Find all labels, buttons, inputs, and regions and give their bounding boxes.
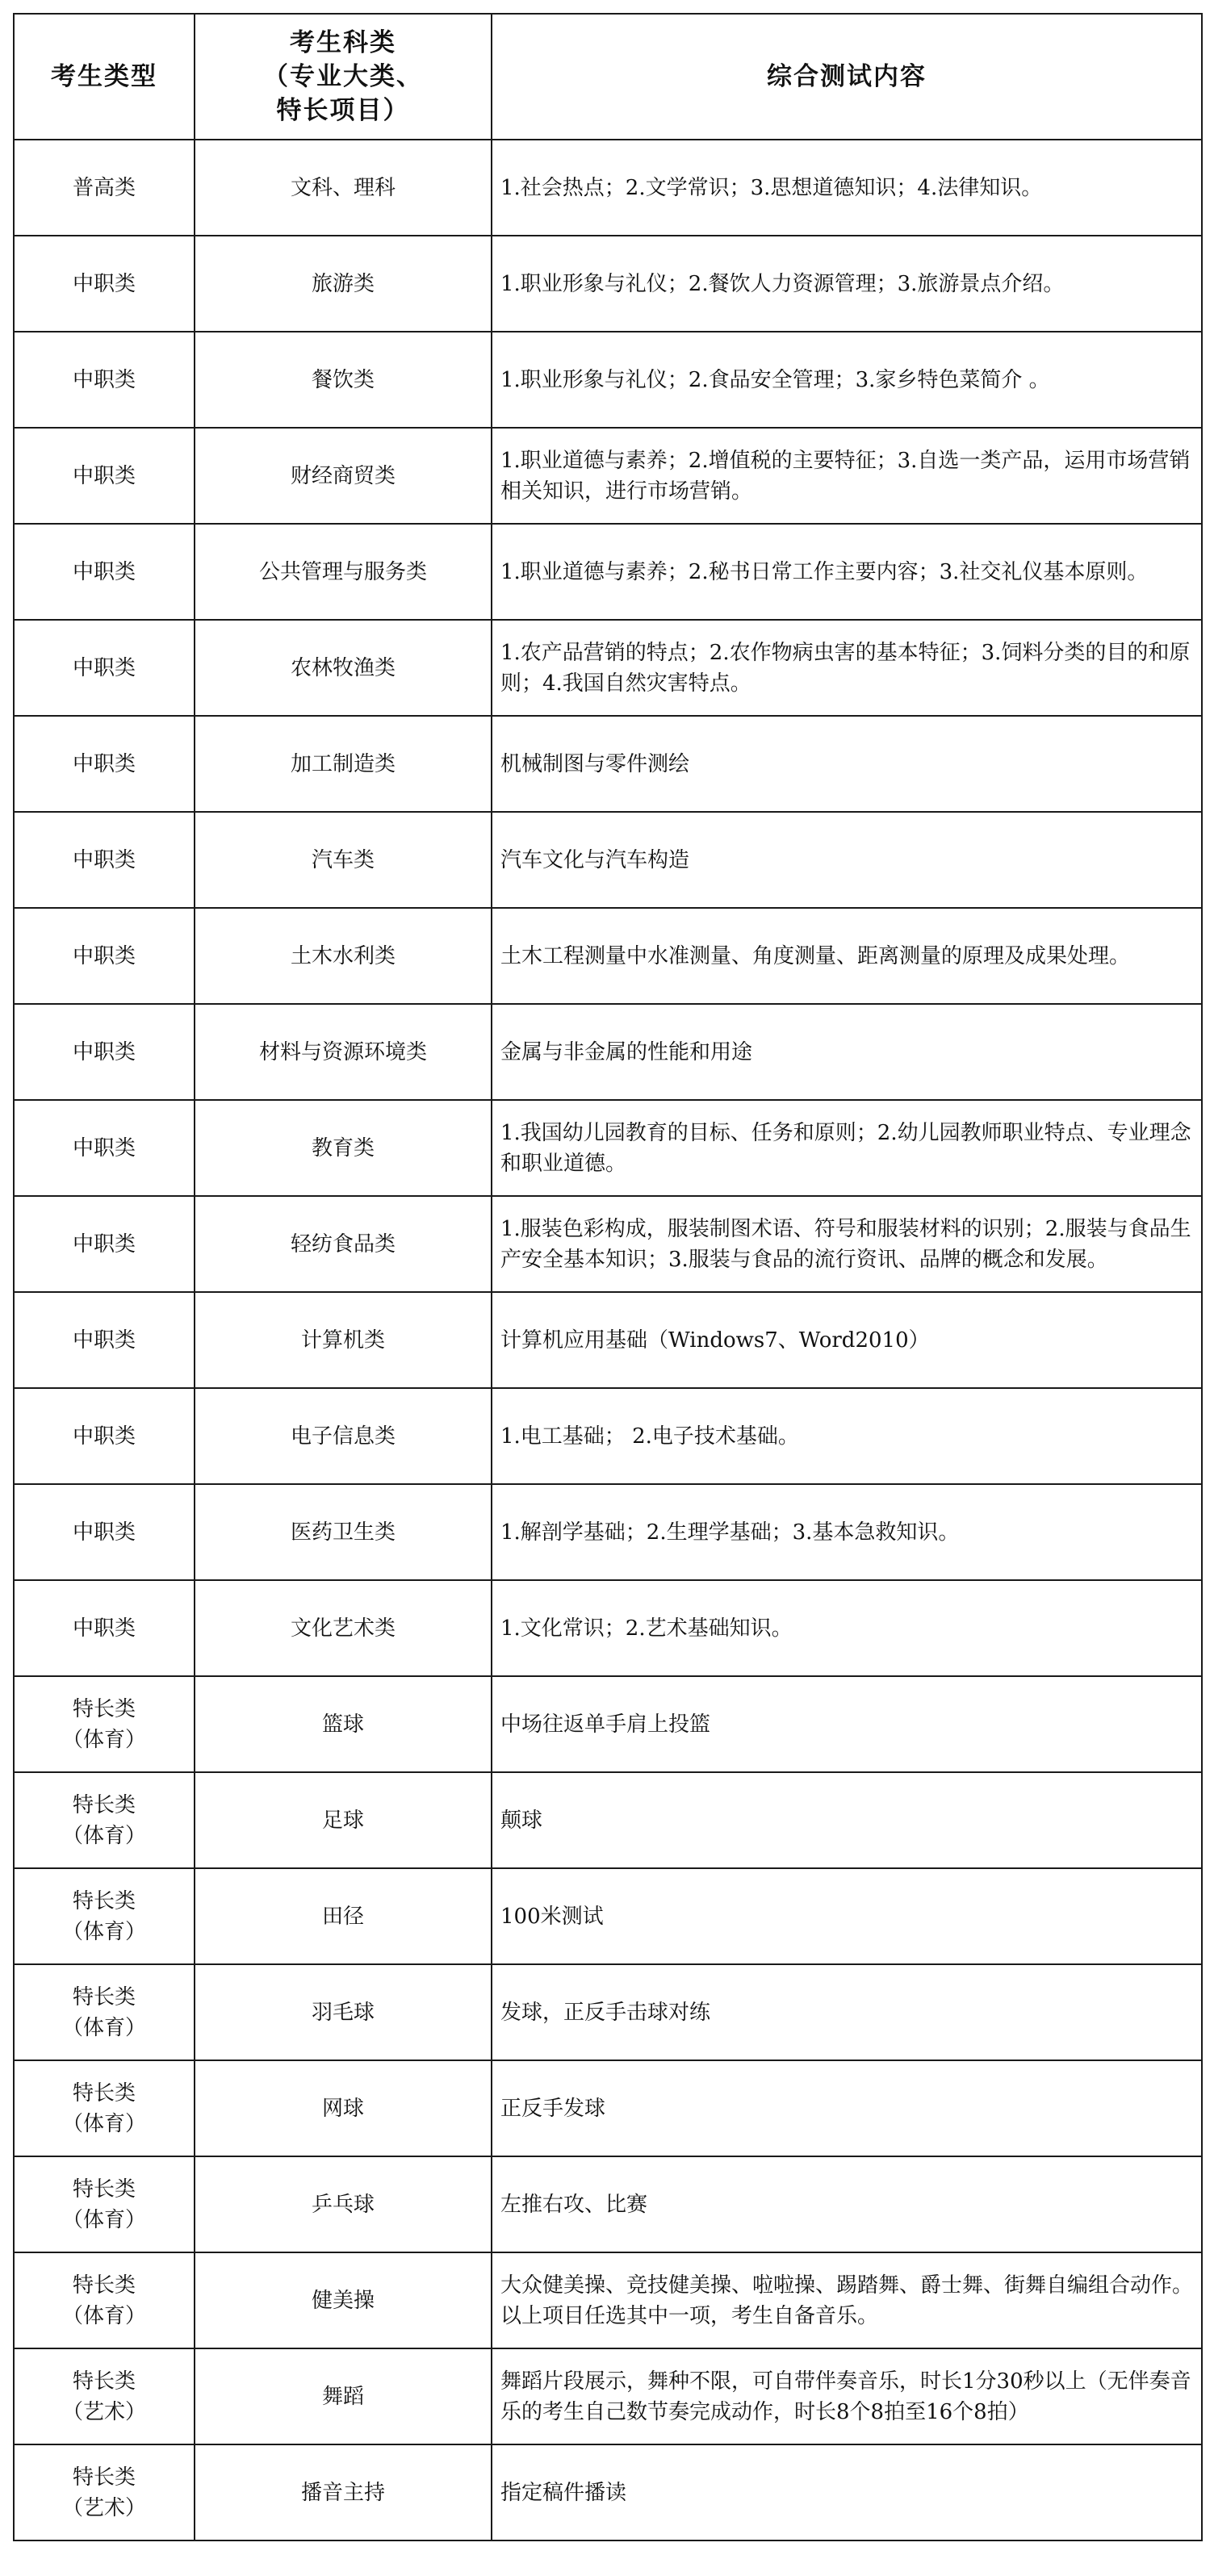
cell-test-content: 大众健美操、竞技健美操、啦啦操、踢踏舞、爵士舞、街舞自编组合动作。以上项目任选其中一项，考生自备音乐。 <box>492 2252 1202 2348</box>
cell-student-type: 中职类 <box>14 236 195 332</box>
table-row <box>14 1004 1202 1100</box>
cell-student-type <box>14 2156 195 2252</box>
cell-student-type: 中职类 <box>14 1292 195 1388</box>
cell-student-type <box>14 2060 195 2156</box>
cell-test-content: 左推右攻、比赛 <box>492 2156 1202 2252</box>
type-line2: （艺术） <box>61 2495 146 2520</box>
cell-student-type: 中职类 <box>14 332 195 428</box>
type-line2: （艺术） <box>61 2399 146 2424</box>
table-row <box>14 2444 1202 2540</box>
cell-subject: 电子信息类 <box>195 1388 492 1484</box>
cell-student-type: 中职类 <box>14 1004 195 1100</box>
type-line1: 特长类 <box>72 2369 136 2394</box>
cell-student-type: 中职类 <box>14 1196 195 1292</box>
cell-subject: 农林牧渔类 <box>195 620 492 716</box>
cell-student-type <box>14 2348 195 2444</box>
cell-test-content: 机械制图与零件测绘 <box>492 716 1202 812</box>
table-row <box>14 236 1202 332</box>
table-row <box>14 524 1202 620</box>
cell-student-type: 中职类 <box>14 1580 195 1676</box>
cell-test-content: 1.社会热点；2.文学常识；3.思想道德知识；4.法律知识。 <box>492 140 1202 236</box>
type-line2: （体育） <box>61 1727 146 1752</box>
cell-subject: 文科、理科 <box>195 140 492 236</box>
cell-subject: 医药卫生类 <box>195 1484 492 1580</box>
cell-subject: 汽车类 <box>195 812 492 908</box>
table-row <box>14 1388 1202 1484</box>
cell-test-content: 1.职业道德与素养；2.增值税的主要特征；3.自选一类产品，运用市场营销相关知识，进行市场营销。 <box>492 428 1202 524</box>
table-row <box>14 1676 1202 1772</box>
cell-student-type <box>14 2444 195 2540</box>
header-student-type: 考生类型 <box>14 14 195 140</box>
type-line2: （体育） <box>61 1919 146 1944</box>
cell-student-type <box>14 1964 195 2060</box>
type-line1: 特长类 <box>72 1984 136 2009</box>
cell-subject: 计算机类 <box>195 1292 492 1388</box>
table-row <box>14 2156 1202 2252</box>
type-line1: 特长类 <box>72 2273 136 2298</box>
table-row <box>14 1100 1202 1196</box>
header-subject-line2: （专业大类、 <box>263 62 423 91</box>
cell-test-content: 中场往返单手肩上投篮 <box>492 1676 1202 1772</box>
table-row <box>14 1964 1202 2060</box>
table-row <box>14 1484 1202 1580</box>
cell-subject: 羽毛球 <box>195 1964 492 2060</box>
table-row <box>14 332 1202 428</box>
cell-test-content: 1.职业道德与素养；2.秘书日常工作主要内容；3.社交礼仪基本原则。 <box>492 524 1202 620</box>
table-row <box>14 1196 1202 1292</box>
cell-student-type: 中职类 <box>14 1484 195 1580</box>
cell-subject: 土木水利类 <box>195 908 492 1004</box>
cell-test-content: 计算机应用基础（Windows7、Word2010） <box>492 1292 1202 1388</box>
type-line1: 特长类 <box>72 2465 136 2490</box>
cell-subject: 教育类 <box>195 1100 492 1196</box>
table-row <box>14 1580 1202 1676</box>
table-row <box>14 1292 1202 1388</box>
cell-student-type: 中职类 <box>14 620 195 716</box>
cell-student-type: 中职类 <box>14 428 195 524</box>
cell-student-type: 中职类 <box>14 812 195 908</box>
table-row <box>14 716 1202 812</box>
cell-student-type <box>14 1676 195 1772</box>
table-row <box>14 908 1202 1004</box>
cell-student-type <box>14 2252 195 2348</box>
table-header <box>14 14 1202 140</box>
cell-subject: 财经商贸类 <box>195 428 492 524</box>
cell-test-content: 1.文化常识；2.艺术基础知识。 <box>492 1580 1202 1676</box>
cell-test-content: 100米测试 <box>492 1868 1202 1964</box>
header-subject-line3: 特长项目） <box>276 96 410 125</box>
type-line2: （体育） <box>61 1823 146 1848</box>
table-row <box>14 812 1202 908</box>
table-row <box>14 428 1202 524</box>
cell-subject: 足球 <box>195 1772 492 1868</box>
header-row <box>14 14 1202 140</box>
table-body <box>14 140 1202 2540</box>
cell-subject: 餐饮类 <box>195 332 492 428</box>
type-line1: 特长类 <box>72 1792 136 1817</box>
cell-student-type: 中职类 <box>14 1388 195 1484</box>
type-line2: （体育） <box>61 2015 146 2040</box>
cell-subject: 健美操 <box>195 2252 492 2348</box>
cell-subject: 材料与资源环境类 <box>195 1004 492 1100</box>
cell-test-content: 舞蹈片段展示，舞种不限，可自带伴奏音乐，时长1分30秒以上（无伴奏音乐的考生自己数节奏完成动作，时长8个8拍至16个8拍） <box>492 2348 1202 2444</box>
cell-subject: 篮球 <box>195 1676 492 1772</box>
table-row <box>14 620 1202 716</box>
header-subject <box>195 14 492 140</box>
cell-test-content: 颠球 <box>492 1772 1202 1868</box>
exam-content-table <box>13 13 1203 2541</box>
type-line1: 特长类 <box>72 1888 136 1913</box>
table-row <box>14 1868 1202 1964</box>
cell-subject: 播音主持 <box>195 2444 492 2540</box>
cell-student-type <box>14 1772 195 1868</box>
cell-subject: 文化艺术类 <box>195 1580 492 1676</box>
cell-test-content: 1.职业形象与礼仪；2.餐饮人力资源管理；3.旅游景点介绍。 <box>492 236 1202 332</box>
type-line1: 特长类 <box>72 2080 136 2106</box>
cell-student-type: 中职类 <box>14 716 195 812</box>
table-row <box>14 2060 1202 2156</box>
cell-test-content: 土木工程测量中水准测量、角度测量、距离测量的原理及成果处理。 <box>492 908 1202 1004</box>
cell-student-type <box>14 1868 195 1964</box>
cell-test-content: 金属与非金属的性能和用途 <box>492 1004 1202 1100</box>
cell-subject: 轻纺食品类 <box>195 1196 492 1292</box>
type-line2: （体育） <box>61 2303 146 2328</box>
cell-student-type: 中职类 <box>14 524 195 620</box>
table-row <box>14 1772 1202 1868</box>
cell-student-type: 中职类 <box>14 1100 195 1196</box>
cell-test-content: 1.我国幼儿园教育的目标、任务和原则；2.幼儿园教师职业特点、专业理念和职业道德。 <box>492 1100 1202 1196</box>
cell-test-content: 发球，正反手击球对练 <box>492 1964 1202 2060</box>
table-row <box>14 2348 1202 2444</box>
cell-test-content: 1.农产品营销的特点；2.农作物病虫害的基本特征；3.饲料分类的目的和原则；4.我国自然灾害特点。 <box>492 620 1202 716</box>
cell-subject: 加工制造类 <box>195 716 492 812</box>
type-line2: （体育） <box>61 2207 146 2232</box>
header-test-content: 综合测试内容 <box>492 14 1202 140</box>
type-line2: （体育） <box>61 2111 146 2136</box>
cell-test-content: 1.电工基础； 2.电子技术基础。 <box>492 1388 1202 1484</box>
header-subject-line1: 考生科类 <box>290 28 396 57</box>
type-line1: 特长类 <box>72 2177 136 2202</box>
cell-test-content: 1.职业形象与礼仪；2.食品安全管理；3.家乡特色菜简介 。 <box>492 332 1202 428</box>
cell-student-type: 普高类 <box>14 140 195 236</box>
cell-test-content: 正反手发球 <box>492 2060 1202 2156</box>
table-row <box>14 140 1202 236</box>
cell-subject: 乒乓球 <box>195 2156 492 2252</box>
cell-test-content: 1.解剖学基础；2.生理学基础；3.基本急救知识。 <box>492 1484 1202 1580</box>
cell-test-content: 指定稿件播读 <box>492 2444 1202 2540</box>
cell-test-content: 1.服装色彩构成，服装制图术语、符号和服装材料的识别；2.服装与食品生产安全基本知识；3.服装与食品的流行资讯、品牌的概念和发展。 <box>492 1196 1202 1292</box>
cell-test-content: 汽车文化与汽车构造 <box>492 812 1202 908</box>
cell-subject: 旅游类 <box>195 236 492 332</box>
cell-subject: 网球 <box>195 2060 492 2156</box>
type-line1: 特长类 <box>72 1696 136 1721</box>
table-row <box>14 2252 1202 2348</box>
cell-subject: 田径 <box>195 1868 492 1964</box>
cell-student-type: 中职类 <box>14 908 195 1004</box>
cell-subject: 舞蹈 <box>195 2348 492 2444</box>
cell-subject: 公共管理与服务类 <box>195 524 492 620</box>
